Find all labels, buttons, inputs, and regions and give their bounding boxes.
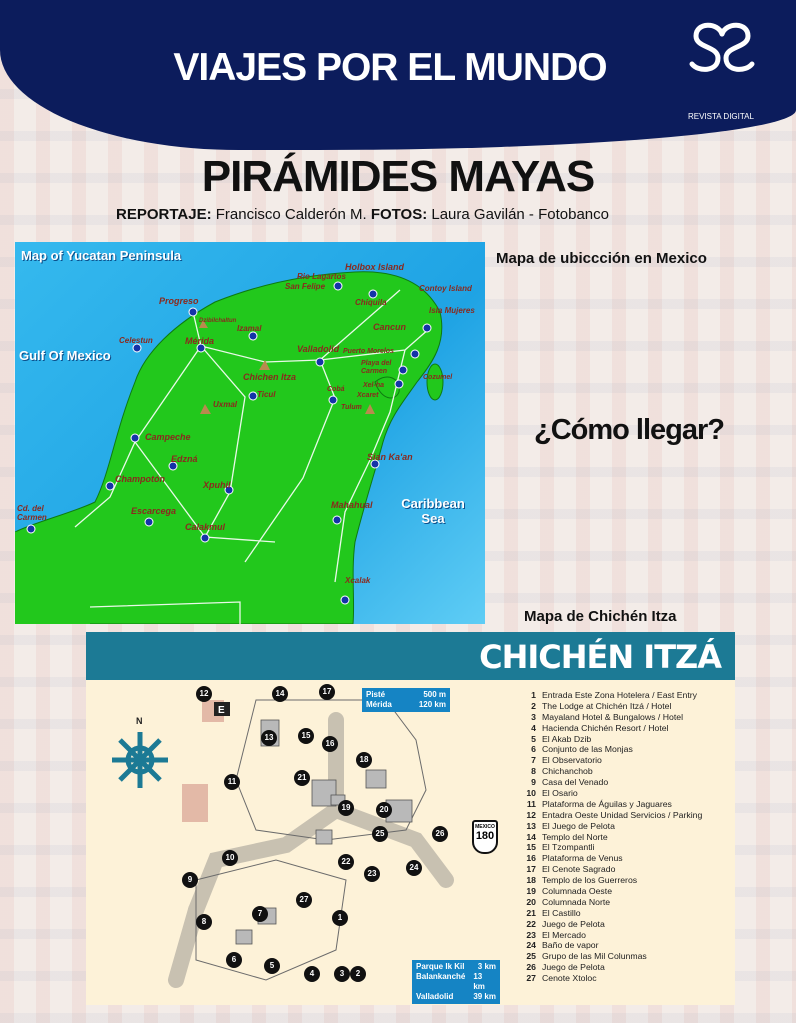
- place-label: Mahahual: [331, 500, 373, 510]
- legend-item: [520, 799, 730, 810]
- legend-name: Columnada Norte: [542, 896, 611, 907]
- distance-row: [366, 700, 446, 710]
- chichen-map-banner: [86, 632, 735, 680]
- magazine-title: VIAJES POR EL MUNDO: [173, 46, 607, 89]
- legend-number: 21: [526, 907, 536, 918]
- yucatan-map: [15, 242, 485, 624]
- legend-item: [520, 973, 730, 984]
- legend-name: Entrada Este Zona Hotelera / East Entry: [542, 690, 698, 700]
- legend-item: [520, 690, 730, 701]
- legend-name: El Observatorio: [542, 755, 602, 766]
- legend-item: [520, 908, 730, 919]
- site-marker: 7: [252, 906, 268, 922]
- place-label: Tulum: [341, 404, 362, 411]
- place-label: Progreso: [159, 296, 199, 306]
- site-marker: 24: [406, 860, 422, 876]
- place-label: Celestun: [119, 336, 153, 345]
- highway-number: 180: [475, 830, 495, 842]
- place-label: Playa del Carmen: [361, 360, 392, 375]
- site-marker: 23: [364, 866, 380, 882]
- article-credits: [116, 206, 609, 223]
- site-marker: 26: [432, 826, 448, 842]
- legend-item: [520, 886, 730, 897]
- compass-n-label: N: [136, 716, 143, 726]
- site-marker: 13: [261, 730, 277, 746]
- chichen-map-caption: Mapa de Chichén Itza: [524, 608, 677, 625]
- legend-name: Conjunto de las Monjas: [542, 744, 633, 755]
- distance-place: Balankanché: [416, 972, 466, 981]
- caribbean-label: Caribbean Sea: [401, 496, 465, 526]
- legend-name: Hacienda Chichén Resort / Hotel: [542, 722, 669, 733]
- distance-km: 13 km: [473, 972, 485, 991]
- site-marker: 14: [272, 686, 288, 702]
- legend-number: 3: [531, 711, 536, 722]
- location-map-caption: Mapa de ubiccción en Mexico: [496, 250, 707, 267]
- legend-number: 4: [531, 722, 536, 733]
- legend-item: [520, 755, 730, 766]
- distance-km: 3 km: [477, 962, 496, 971]
- legend-item: [520, 853, 730, 864]
- distance-row: [366, 690, 446, 700]
- distance-place: Pisté: [366, 690, 386, 699]
- distance-place: Mérida: [366, 700, 392, 709]
- distance-row: [416, 972, 496, 992]
- legend-name: El Juego de Pelota: [542, 820, 615, 831]
- site-marker: 15: [298, 728, 314, 744]
- legend-number: 14: [526, 831, 536, 842]
- distance-place: Valladolid: [416, 992, 454, 1001]
- legend-number: 2: [531, 700, 536, 711]
- legend-number: 10: [526, 788, 536, 799]
- legend-name: Templo de los Guerreros: [542, 875, 638, 886]
- legend-name: El Cenote Sagrado: [542, 864, 616, 875]
- highway-country: MEXICO: [475, 824, 495, 830]
- legend-item: [520, 951, 730, 962]
- legend-item: [520, 875, 730, 886]
- legend-name: Juego de Pelota: [542, 918, 605, 929]
- place-label: Edzná: [171, 454, 198, 464]
- legend-name: Mayaland Hotel & Bungalows / Hotel: [542, 711, 684, 722]
- site-marker: 12: [196, 686, 212, 702]
- distance-km: 39 km: [473, 992, 496, 1001]
- site-marker: 17: [319, 684, 335, 700]
- place-label: Campeche: [145, 432, 191, 442]
- place-label: San Felipe: [285, 282, 326, 291]
- yucatan-land: [15, 242, 485, 624]
- legend-name: Plataforma de Venus: [542, 853, 623, 864]
- place-label: Xcalak: [345, 576, 371, 585]
- distance-row: [416, 992, 496, 1002]
- legend-name: Juego de Pelota: [542, 962, 605, 973]
- site-marker: 18: [356, 752, 372, 768]
- distance-place: Parque Ik Kil: [416, 962, 465, 971]
- place-label: Valladolid: [297, 344, 340, 354]
- legend-item: [520, 701, 730, 712]
- legend-number: 27: [526, 973, 536, 984]
- place-label: Contoy Island: [419, 284, 472, 293]
- site-marker: 4: [304, 966, 320, 982]
- distance-km: 120 km: [418, 700, 446, 709]
- place-label: Rio Lagartos: [297, 272, 346, 281]
- place-label: Mérida: [185, 336, 215, 346]
- place-label: Isla Mujeres: [429, 306, 475, 315]
- magazine-logo: [688, 20, 756, 82]
- legend-item: [520, 864, 730, 875]
- legend-name: Cenote Xtoloc: [542, 973, 597, 984]
- legend-number: 25: [526, 951, 536, 962]
- site-marker: 25: [372, 826, 388, 842]
- place-label: Sian Ka'an: [367, 452, 413, 462]
- legend-name: Columnada Oeste: [542, 886, 613, 897]
- legend-name: Entadra Oeste Unidad Servicios / Parking: [542, 809, 703, 820]
- distance-km: 500 m: [423, 690, 446, 699]
- legend-name: Casa del Venado: [542, 777, 609, 788]
- legend-number: 17: [526, 864, 536, 875]
- chichen-itza-map: [86, 632, 735, 1005]
- legend-number: 18: [526, 875, 536, 886]
- legend-item: [520, 777, 730, 788]
- legend-name: The Lodge at Chichén Itzá / Hotel: [542, 700, 672, 711]
- legend-number: 6: [531, 744, 536, 755]
- legend-number: 15: [526, 842, 536, 853]
- place-label: Dzibilchaltun: [199, 318, 237, 324]
- place-label: Cd. del Carmen: [17, 504, 47, 522]
- place-label: Chiquila: [355, 298, 387, 307]
- legend-number: 5: [531, 733, 536, 744]
- legend-number: 7: [531, 755, 536, 766]
- site-marker: 19: [338, 800, 354, 816]
- highway-180-shield: [472, 820, 498, 854]
- gulf-label: Gulf Of Mexico: [19, 348, 111, 363]
- site-marker: 2: [350, 966, 366, 982]
- legend-name: Chichanchob: [542, 766, 593, 777]
- site-marker: 22: [338, 854, 354, 870]
- legend-number: 11: [526, 798, 536, 809]
- place-label: Cozumel: [423, 374, 453, 381]
- legend-item: [520, 766, 730, 777]
- place-label: Cancun: [373, 322, 407, 332]
- legend-item: [520, 832, 730, 843]
- site-legend: [520, 690, 730, 984]
- legend-name: El Mercado: [542, 929, 586, 940]
- legend-item: [520, 919, 730, 930]
- legend-name: El Tzompantli: [542, 842, 595, 853]
- site-marker: 9: [182, 872, 198, 888]
- site-marker: 5: [264, 958, 280, 974]
- place-label: Calakmul: [185, 522, 226, 532]
- how-to-get-heading: ¿Cómo llegar?: [534, 414, 725, 446]
- legend-name: Templo del Norte: [542, 831, 608, 842]
- legend-name: El Akab Dzib: [542, 733, 592, 744]
- place-label: Izamal: [237, 324, 262, 333]
- legend-item: [520, 897, 730, 908]
- yucatan-map-title: Map of Yucatan Peninsula: [21, 248, 182, 263]
- legend-item: [520, 962, 730, 973]
- place-label: Escarcega: [131, 506, 177, 516]
- site-marker: 20: [376, 802, 392, 818]
- building-e-label: E: [218, 705, 225, 716]
- site-marker: 21: [294, 770, 310, 786]
- place-label: Xpuhil: [203, 480, 231, 490]
- place-label: Ticul: [257, 390, 276, 399]
- legend-name: Plataforma de Águilas y Jaguares: [542, 798, 672, 809]
- legend-item: [520, 788, 730, 799]
- reportaje-name: Francisco Calderón M.: [215, 206, 367, 223]
- distance-row: [416, 962, 496, 972]
- place-label: Puerto Morelos: [343, 348, 394, 355]
- legend-number: 13: [526, 820, 536, 831]
- site-marker: 1: [332, 910, 348, 926]
- place-label: Chichen Itza: [243, 372, 297, 382]
- legend-item: [520, 821, 730, 832]
- site-marker: 11: [224, 774, 240, 790]
- legend-item: [520, 940, 730, 951]
- site-marker: 6: [226, 952, 242, 968]
- legend-item: [520, 723, 730, 734]
- legend-name: El Osario: [542, 788, 578, 799]
- site-marker: 3: [334, 966, 350, 982]
- legend-number: 19: [526, 886, 536, 897]
- place-label: Xel-ha: [363, 382, 385, 389]
- site-marker: 8: [196, 914, 212, 930]
- chichen-map-title: CHICHÉN ITZÁ: [479, 638, 721, 676]
- legend-item: [520, 734, 730, 745]
- legend-item: [520, 930, 730, 941]
- legend-name: El Castillo: [542, 907, 581, 918]
- legend-item: [520, 744, 730, 755]
- legend-name: Grupo de las Mil Colunmas: [542, 951, 647, 962]
- legend-number: 16: [526, 853, 536, 864]
- legend-item: [520, 712, 730, 723]
- legend-number: 20: [526, 896, 536, 907]
- site-marker: 27: [296, 892, 312, 908]
- legend-number: 1: [531, 690, 536, 700]
- legend-number: 22: [526, 918, 536, 929]
- place-label: Xcaret: [357, 392, 379, 399]
- distance-box-bottom: [412, 960, 500, 1004]
- place-label: Champotón: [115, 474, 165, 484]
- legend-number: 12: [526, 809, 536, 820]
- fotos-name: Laura Gavilán - Fotobanco: [431, 206, 609, 223]
- legend-number: 9: [531, 777, 536, 788]
- legend-number: 23: [526, 929, 536, 940]
- legend-item: [520, 842, 730, 853]
- legend-number: 8: [531, 766, 536, 777]
- logo-caption: REVISTA DIGITAL: [688, 112, 754, 121]
- legend-name: Baño de vapor: [542, 940, 599, 951]
- fotos-label: FOTOS:: [370, 206, 428, 223]
- legend-number: 24: [526, 940, 536, 951]
- place-label: Cobá: [327, 386, 345, 393]
- reportaje-label: REPORTAJE:: [116, 206, 212, 223]
- place-label: Uxmal: [213, 400, 238, 409]
- legend-number: 26: [526, 962, 536, 973]
- place-label: Holbox Island: [345, 262, 405, 272]
- distance-box-top: [362, 688, 450, 712]
- legend-item: [520, 810, 730, 821]
- site-marker: 16: [322, 736, 338, 752]
- article-title: PIRÁMIDES MAYAS: [201, 152, 595, 201]
- site-marker: 10: [222, 850, 238, 866]
